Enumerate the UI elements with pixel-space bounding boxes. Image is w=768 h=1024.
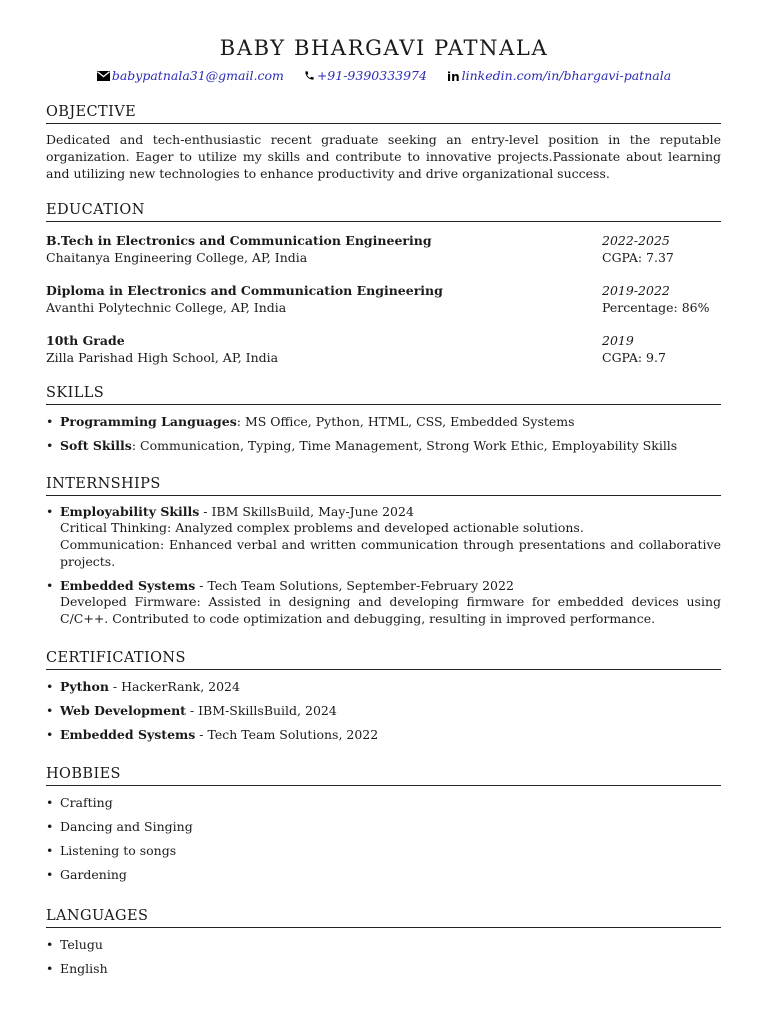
candidate-name: BABY BHARGAVI PATNALA (219, 36, 549, 60)
phone-text: +91-9390333974 (316, 68, 427, 83)
internships-heading: INTERNSHIPS (46, 476, 721, 496)
list-item (46, 504, 721, 570)
degree: Diploma in Electronics and Communication Engineering (46, 283, 443, 298)
languages-heading: LANGUAGES (46, 908, 721, 928)
phone-icon (304, 69, 315, 84)
certification-issuer: - HackerRank, 2024 (108, 679, 240, 694)
institution: Zilla Parishad High School, AP, India (46, 350, 279, 365)
list-item: • Gardening (46, 867, 721, 882)
list-item (46, 438, 721, 453)
list-item (46, 679, 721, 694)
education-entry (46, 283, 721, 333)
degree: B.Tech in Electronics and Communication Engineering (46, 233, 432, 248)
envelope-icon (97, 69, 110, 84)
score: Percentage: 86% (602, 300, 710, 315)
hobbies-heading: HOBBIES (46, 766, 721, 786)
certification-name: Embedded Systems (60, 727, 196, 742)
contact-bar (0, 68, 768, 84)
skill-values: : Communication, Typing, Time Management, Strong Work Ethic, Employability Skills (131, 438, 678, 453)
certification-issuer: - Tech Team Solutions, 2022 (195, 727, 379, 742)
hobbies-section (46, 766, 721, 882)
certifications-list (46, 679, 721, 742)
linkedin-icon: in (446, 70, 460, 84)
score: CGPA: 7.37 (602, 250, 674, 265)
education-entry (46, 333, 721, 383)
objective-section (46, 104, 721, 182)
internship-title: Embedded Systems (60, 578, 196, 593)
list-item (46, 414, 721, 429)
list-item: • English (46, 961, 721, 976)
internships-section (46, 476, 721, 627)
education-section (46, 202, 721, 383)
list-item (46, 578, 721, 627)
certification-name: Python (60, 679, 109, 694)
skill-values: : MS Office, Python, HTML, CSS, Embedded Systems (236, 414, 575, 429)
linkedin-link[interactable] (447, 68, 671, 83)
linkedin-text: linkedin.com/in/bhargavi-patnala (461, 68, 672, 83)
list-item (46, 703, 721, 718)
internship-meta: - Tech Team Solutions, September-February 2022 (195, 578, 514, 593)
skills-heading: SKILLS (46, 385, 721, 405)
languages-list (46, 937, 721, 976)
certification-issuer: - IBM-SkillsBuild, 2024 (185, 703, 337, 718)
score: CGPA: 9.7 (602, 350, 666, 365)
objective-heading: OBJECTIVE (46, 104, 721, 124)
internship-detail: Critical Thinking: Analyzed complex problems and developed actionable solutions. (60, 520, 584, 535)
education-heading: EDUCATION (46, 202, 721, 222)
institution: Avanthi Polytechnic College, AP, India (46, 300, 287, 315)
skill-category: Programming Languages (60, 414, 237, 429)
skill-category: Soft Skills (60, 438, 132, 453)
list-item: • Crafting (46, 795, 721, 810)
education-list (46, 233, 721, 383)
list-item (46, 727, 721, 742)
degree: 10th Grade (46, 333, 125, 348)
email-text: babypatnala31@gmail.com (111, 68, 284, 83)
years: 2019 (602, 333, 634, 348)
certification-name: Web Development (60, 703, 186, 718)
institution: Chaitanya Engineering College, AP, India (46, 250, 308, 265)
list-item: • Listening to songs (46, 843, 721, 858)
internship-detail: Developed Firmware: Assisted in designing and developing firmware for embedded devices using C/C++. Contributed to code optimization and debugging, resulting in improved performance. (60, 594, 721, 626)
years: 2019-2022 (602, 283, 670, 298)
years: 2022-2025 (602, 233, 670, 248)
objective-text: Dedicated and tech-enthusiastic recent graduate seeking an entry-level position in the reputable organization. Eager to utilize my skills and contribute to innovative projects.Passionate about learning and utilizing new technologies to enhance productivity and drive organizational success. (46, 132, 721, 181)
education-entry (46, 233, 721, 283)
skills-list (46, 414, 721, 453)
skills-section (46, 385, 721, 453)
languages-section (46, 908, 721, 976)
hobbies-list (46, 795, 721, 882)
list-item: • Dancing and Singing (46, 819, 721, 834)
internship-detail: Communication: Enhanced verbal and written communication through presentations and collaborative projects. (60, 537, 721, 569)
list-item: • Telugu (46, 937, 721, 952)
internship-title: Employability Skills (60, 504, 200, 519)
internships-list (46, 504, 721, 627)
certifications-section (46, 650, 721, 742)
certifications-heading: CERTIFICATIONS (46, 650, 721, 670)
email-link[interactable] (97, 68, 288, 83)
phone-link[interactable] (304, 68, 431, 83)
internship-meta: - IBM SkillsBuild, May-June 2024 (199, 504, 414, 519)
